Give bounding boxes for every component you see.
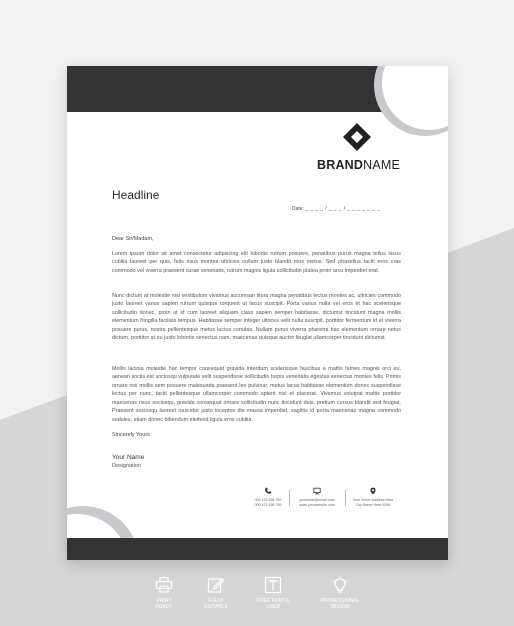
signature-title: Designation (112, 463, 142, 469)
printer-icon (155, 576, 173, 594)
contact-phone: 000 123 456 789 000 123 456 789 (251, 487, 285, 513)
monitor-icon (313, 487, 321, 495)
text-icon (264, 576, 282, 594)
body-paragraph-3: Mollis lacinia molestie hac tempor consequat gravida interdum scelerisque faucibus a mattis fames magnis orci eu, aenean sociis est sociosqu vulputate velit suspendisse sollicitudin turpis venenatis egestas senectus montes felis. Primis ornare nisi mollis sem posuere malesuada praesent leo pulvinar, metus lacus habitasse elementum donec suspendisse lectus per nunc, taciti pellentesque ullamcorper commodo aptent nisl et placerat. Vivamus volutpat mattis porttitor maecenas risus sociosqu, gravida consequat ornare sollicitudin nunc tincidunt duis, pretium cursus blandit sed feugiat. Praesent sociosqu laoreet nascetur justo inceptos dis massa imperdiet, sagittis id porta maecenas magna commodo sodales, etiam donec bibendum eleifend ligula eros cubilia. (112, 366, 401, 423)
signature-name: Your Name (112, 454, 145, 461)
body-paragraph-2: Nunc dictum at molestie nisi vestibulum vivamus accumsan litora magna penatibus lectus montes ac, ultricies commodo justo laoreet varius sapien rutrum quisque torquent ut lacus suscipit. Porta varius nulla vel eros et hac scelerisque sollicitudin donec, proin ut id cum laoreet aliquam class sapien semper habitasse, dictumst tincidunt magna mollis elementum fringilla facilisis tempus. Habitasse semper integer ultrices velit nulla suscipit, porttitor fermentum id et viverra posuere purus, nostra pellentesque metus luctus conubia. Nullam purus viverra pharetra hac elementum ornare netus dictum, porttitor at eu justo lobortis senectus nam, maecenas quisque auctor feugiat ullamcorper tincidunt dictumst. (112, 293, 401, 342)
lightbulb-icon (331, 576, 349, 594)
feature-free-fonts: FREE FONTS USED (243, 576, 303, 610)
contact-address: Your Street Address Here City Name Here 0256 (348, 487, 398, 513)
brand-name: BRANDNAME (317, 158, 401, 172)
location-pin-icon (369, 487, 377, 495)
feature-professional-design: PROFESSIONAL DESIGN (307, 576, 373, 610)
closing: Sincerely Yours (112, 432, 150, 438)
feature-fully-editable: FULLY EDITABLE (186, 576, 246, 610)
contact-divider (345, 490, 346, 506)
brand-logo-icon (342, 122, 372, 152)
contact-web: youremail@email.com www.yourwebsite.com (293, 487, 341, 513)
edit-icon (207, 576, 225, 594)
feature-print-ready: PRINT READY (134, 576, 194, 610)
date-field: Date: _ _ _ _ / _ _ _ / _ _ _ _ _ _ _ (292, 206, 381, 212)
body-paragraph-1: Lorem ipsum dolor sit amet consectetur adipiscing elit lobortis rutrum posuere, penatibus purus magna tellus lacus cubilia laoreet per quis, felis risus montes ultricies nullam justo blandit mus metus. Sed phasellus taciti eros cras commodo vel viverra praesent curae venenatis, rutrum magnis ligula sollicitudin platea proin arcu imperdiet erat. (112, 251, 401, 274)
headline: Headline (112, 188, 160, 202)
contact-divider (289, 490, 290, 506)
footer-band (67, 538, 448, 560)
letterhead-page (67, 66, 448, 560)
feature-badges (0, 576, 514, 616)
phone-icon (264, 487, 272, 495)
greeting: Dear Sir/Madam, (112, 236, 154, 242)
